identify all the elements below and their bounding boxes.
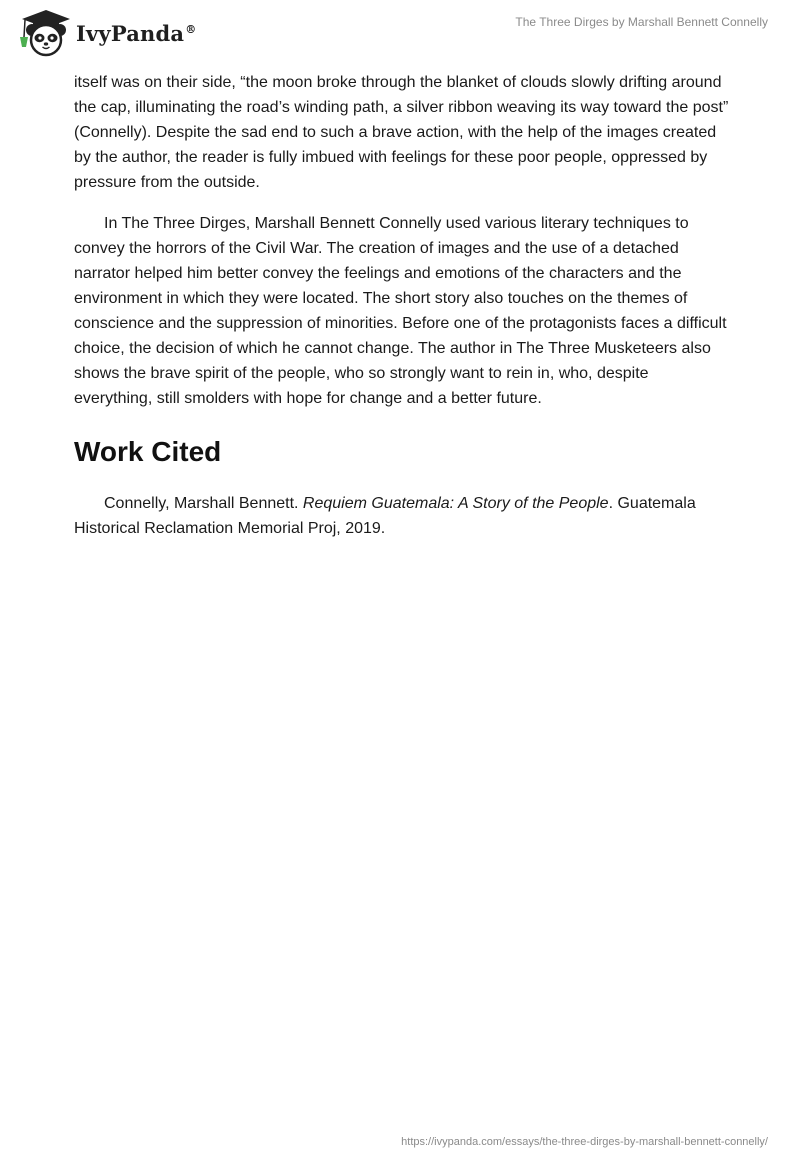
brand-logo[interactable] (16, 7, 196, 57)
citation-author: Connelly, Marshall Bennett. (104, 495, 303, 512)
source-url[interactable]: https://ivypanda.com/essays/the-three-dirges-by-marshall-bennett-connelly/ (401, 1136, 768, 1148)
works-cited-heading: Work Cited (74, 436, 222, 467)
page-header (0, 0, 800, 62)
citation-publisher: . Guatemala Historical Reclamation Memorial Proj, 2019. (74, 495, 696, 537)
body-paragraph-conclusion: In The Three Dirges, Marshall Bennett Connelly used various literary techniques to convey the horrors of the Civil War. The creation of images and the use of a detached narrator helped him better convey the feelings and emotions of the characters and the environment in which they were located. The short story also touches on the themes of conscience and the suppression of minorities. Before one of the protagonists faces a difficult choice, the decision of which he cannot change. The author in The Three Musketeers also shows the brave spirit of the people, who so strongly want to rein in, who, despite everything, still smolders with hope for change and a better future. (74, 215, 727, 407)
panda-graduate-icon (16, 7, 72, 57)
running-title: The Three Dirges by Marshall Bennett Connelly (515, 15, 768, 29)
citation-entry (74, 491, 730, 541)
citation-title: Requiem Guatemala: A Story of the People (302, 495, 609, 512)
brand-name: IvyPanda® (76, 20, 197, 46)
essay-content (74, 70, 730, 541)
body-paragraph-continued: itself was on their side, “the moon broke through the blanket of clouds slowly drifting around the cap, illuminating the road’s winding path, a silver ribbon weaving its way toward the post” (Connelly). Despite the sad end to such a brave action, with the help of the images created by the author, the reader is fully imbued with feelings for these poor people, oppressed by pressure from the outside. (74, 74, 729, 191)
